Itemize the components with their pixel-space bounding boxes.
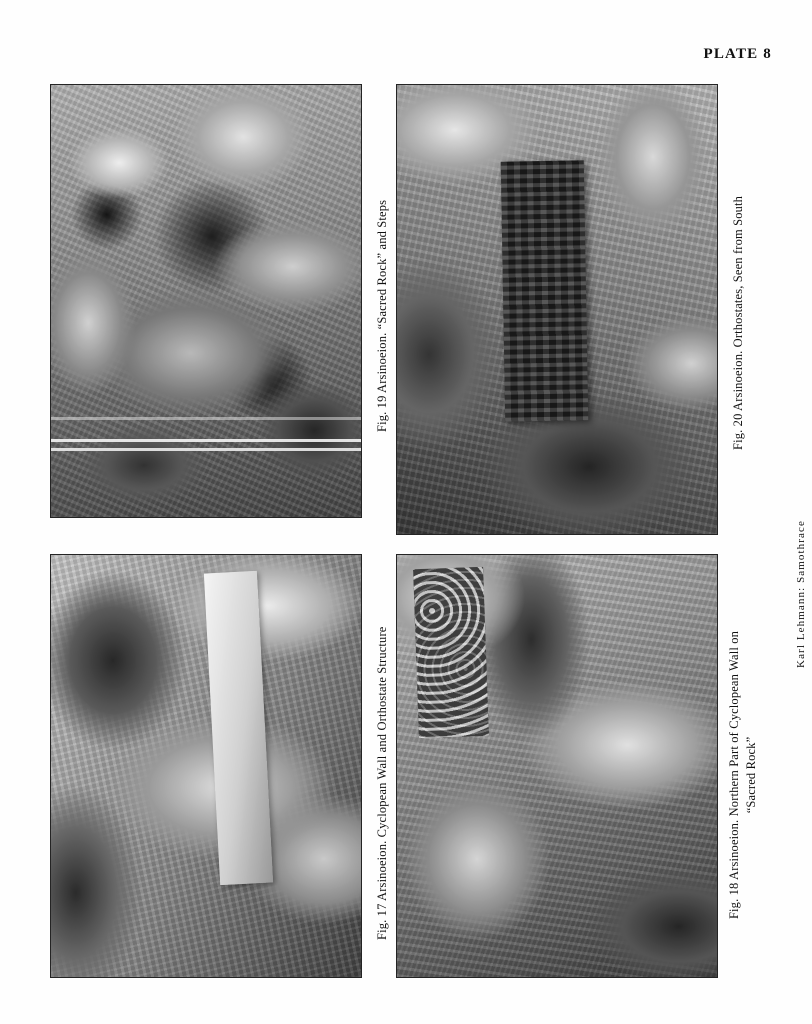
plate-number-heading: PLATE 8 <box>703 46 772 62</box>
figure-17-photo <box>50 554 362 978</box>
figure-20-photo <box>396 84 718 535</box>
photo-texture <box>51 555 361 977</box>
figure-17-caption: Fig. 17 Arsinoeion. Cyclopean Wall and Orthostate Structure <box>375 626 389 940</box>
figure-18-caption-line-1: Fig. 18 Arsinoeion. Northern Part of Cyclopean Wall on <box>727 630 741 920</box>
running-credit <box>792 520 808 668</box>
figure-18-caption-line-2: “Sacred Rock” <box>743 736 758 814</box>
figure-18-photo <box>396 554 718 978</box>
photo-texture <box>397 85 717 534</box>
running-credit-text: Karl Lehmann: Samothrace <box>795 520 807 668</box>
figure-18-caption <box>726 610 760 940</box>
photo-texture <box>397 555 717 977</box>
figure-20-caption: Fig. 20 Arsinoeion. Orthostates, Seen from South <box>731 195 745 450</box>
figure-19-caption: Fig. 19 Arsinoeion. “Sacred Rock” and Steps <box>375 199 389 432</box>
